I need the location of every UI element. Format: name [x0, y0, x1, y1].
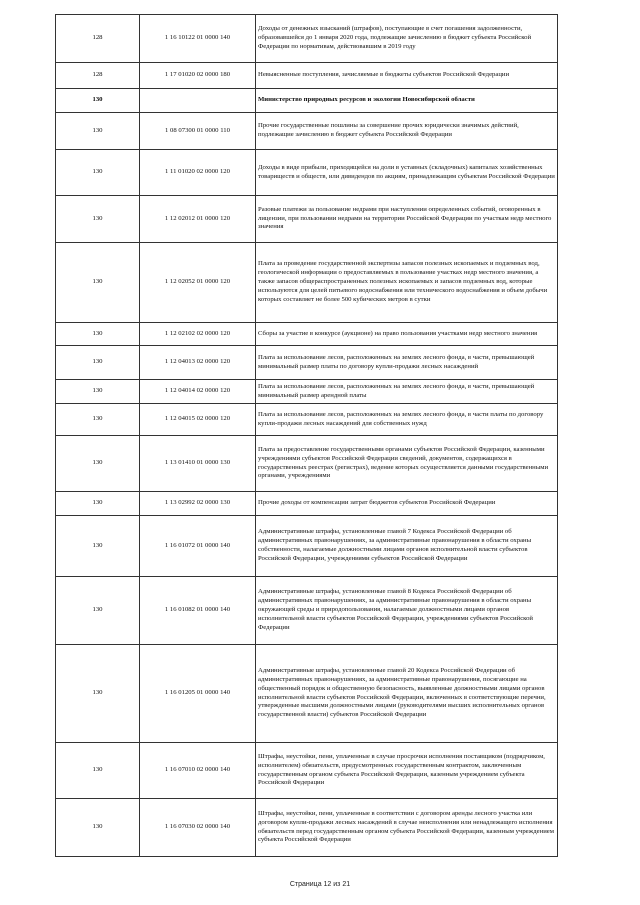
budget-code-cell: 1 16 01205 01 0000 140 — [140, 645, 256, 743]
description-cell: Плата за предоставление государственными органами субъектов Российской Федерации, казенными учреждениями субъектов Российской Федерации сведений, документов, содержащихся в государственных реестрах (регистрах), ведение которых осуществляется данными государственными органами, учреждениями — [256, 436, 558, 492]
table-row — [56, 743, 558, 799]
description-cell: Разовые платежи за пользование недрами при наступлении определенных событий, оговоренных в лицензии, при пользовании недрами на территории Российской Федерации по участкам недр местного значения — [256, 196, 558, 243]
table-row — [56, 380, 558, 404]
table-row — [56, 196, 558, 243]
budget-code-cell: 1 08 07300 01 0000 110 — [140, 113, 256, 150]
table-row — [56, 577, 558, 645]
budget-code-cell: 1 16 10122 01 0000 140 — [140, 15, 256, 63]
description-cell: Сборы за участие в конкурсе (аукционе) на право пользования участками недр местного значения — [256, 323, 558, 346]
description-cell: Административные штрафы, установленные главой 8 Кодекса Российской Федерации об административных правонарушениях, за административные правонарушения в области охраны окружающей среды и природопользования, налагаемые должностными лицами органов исполнительной власти субъектов Российской Федерации, учреждениями субъектов Российской Федерации — [256, 577, 558, 645]
budget-code-cell: 1 12 02052 01 0000 120 — [140, 243, 256, 323]
description-cell: Административные штрафы, установленные главой 20 Кодекса Российской Федерации об административных правонарушениях, за административные правонарушения, посягающие на общественный порядок и общественную безопасность, выявленные должностными лицами органов исполнительной власти субъектов Российской Федерации, включенных в соответствующие перечни, утвержденные высшими должностными лицами (руководителями высших исполнительных органов государственной власти) субъектов Российской Федерации — [256, 645, 558, 743]
admin-code-cell: 130 — [56, 89, 140, 113]
admin-code-cell: 130 — [56, 346, 140, 380]
budget-code-cell: 1 17 01020 02 0000 180 — [140, 63, 256, 89]
budget-code-cell: 1 11 01020 02 0000 120 — [140, 150, 256, 196]
admin-code-cell: 130 — [56, 516, 140, 577]
admin-code-cell: 130 — [56, 577, 140, 645]
table-row — [56, 799, 558, 857]
budget-code-cell: 1 12 04014 02 0000 120 — [140, 380, 256, 404]
budget-code-cell: 1 16 07030 02 0000 140 — [140, 799, 256, 857]
description-cell: Невыясненные поступления, зачисляемые в бюджеты субъектов Российской Федерации — [256, 63, 558, 89]
budget-code-cell: 1 12 04015 02 0000 120 — [140, 404, 256, 436]
table-row — [56, 346, 558, 380]
admin-code-cell: 130 — [56, 150, 140, 196]
table-row — [56, 63, 558, 89]
admin-code-cell: 130 — [56, 243, 140, 323]
admin-code-cell: 128 — [56, 15, 140, 63]
budget-code-cell: 1 12 02012 01 0000 120 — [140, 196, 256, 243]
admin-code-cell: 130 — [56, 196, 140, 243]
table-row — [56, 404, 558, 436]
table-row — [56, 150, 558, 196]
description-cell: Плата за использование лесов, расположенных на землях лесного фонда, в части платы по договору купли-продажи лесных насаждений для собственных нужд — [256, 404, 558, 436]
admin-code-cell: 130 — [56, 380, 140, 404]
table-row — [56, 113, 558, 150]
table-row — [56, 516, 558, 577]
budget-code-cell: 1 12 04013 02 0000 120 — [140, 346, 256, 380]
revenue-codes-table — [55, 14, 558, 857]
page-number: Страница 12 из 21 — [289, 881, 351, 888]
budget-code-cell: 1 13 02992 02 0000 130 — [140, 492, 256, 516]
budget-code-cell: 1 16 01072 01 0000 140 — [140, 516, 256, 577]
ministry-heading-row — [56, 89, 558, 113]
admin-code-cell: 130 — [56, 799, 140, 857]
table-row — [56, 436, 558, 492]
description-cell: Плата за использование лесов, расположенных на землях лесного фонда, в части, превышающей минимальный размер арендной платы — [256, 380, 558, 404]
budget-code-cell: 1 16 07010 02 0000 140 — [140, 743, 256, 799]
table-row — [56, 492, 558, 516]
admin-code-cell: 130 — [56, 323, 140, 346]
admin-code-cell: 130 — [56, 645, 140, 743]
description-cell: Прочие государственные пошлины за совершение прочих юридически значимых действий, подлежащие зачислению в бюджет субъекта Российской Федерации — [256, 113, 558, 150]
budget-code-cell — [140, 89, 256, 113]
budget-code-cell: 1 12 02102 02 0000 120 — [140, 323, 256, 346]
table-row — [56, 243, 558, 323]
budget-code-cell: 1 13 01410 01 0000 130 — [140, 436, 256, 492]
description-cell: Доходы от денежных взысканий (штрафов), поступающие в счет погашения задолженности, образовавшейся до 1 января 2020 года, подлежащие зачислению в бюджет субъекта Российской Федерации по нормативам, действовавшим в 2019 году — [256, 15, 558, 63]
table-row — [56, 15, 558, 63]
admin-code-cell: 130 — [56, 113, 140, 150]
admin-code-cell: 130 — [56, 436, 140, 492]
table-row — [56, 645, 558, 743]
description-cell: Штрафы, неустойки, пени, уплаченные в случае просрочки исполнения поставщиком (подрядчиком, исполнителем) обязательств, предусмотренных государственным контрактом, заключенным государственным органом субъекта Российской Федерации, казенным учреждением субъекта Российской Федерации — [256, 743, 558, 799]
description-cell: Прочие доходы от компенсации затрат бюджетов субъектов Российской Федерации — [256, 492, 558, 516]
admin-code-cell: 130 — [56, 492, 140, 516]
description-cell: Плата за проведение государственной экспертизы запасов полезных ископаемых и подземных вод, геологической информации о предоставляемых в пользование участках недр местного значения, а также запасов общераспространенных полезных ископаемых и запасов подземных вод, которые используются для целей питьевого водоснабжения или технического водоснабжения и объем добычи которых составляет не более 500 кубических метров в сутки — [256, 243, 558, 323]
admin-code-cell: 130 — [56, 404, 140, 436]
admin-code-cell: 130 — [56, 743, 140, 799]
description-cell: Доходы в виде прибыли, приходящейся на доли в уставных (складочных) капиталах хозяйственных товариществ и обществ, или дивидендов по акциям, принадлежащим субъектам Российской Федерации — [256, 150, 558, 196]
ministry-name-cell: Министерство природных ресурсов и экологии Новосибирской области — [256, 89, 558, 113]
description-cell: Административные штрафы, установленные главой 7 Кодекса Российской Федерации об административных правонарушениях, за административные правонарушения в области охраны собственности, налагаемые должностными лицами органов исполнительной власти субъектов Российской Федерации, учреждениями субъектов Российской Федерации — [256, 516, 558, 577]
description-cell: Плата за использование лесов, расположенных на землях лесного фонда, в части, превышающей минимальный размер платы по договору купли-продажи лесных насаждений — [256, 346, 558, 380]
budget-code-cell: 1 16 01082 01 0000 140 — [140, 577, 256, 645]
admin-code-cell: 128 — [56, 63, 140, 89]
description-cell: Штрафы, неустойки, пени, уплаченные в соответствии с договором аренды лесного участка или договором купли-продажи лесных насаждений в случае неисполнения или ненадлежащего исполнения обязательств перед государственным органом субъекта Российской Федерации, казенным учреждением субъекта Российской Федерации — [256, 799, 558, 857]
table-row — [56, 323, 558, 346]
